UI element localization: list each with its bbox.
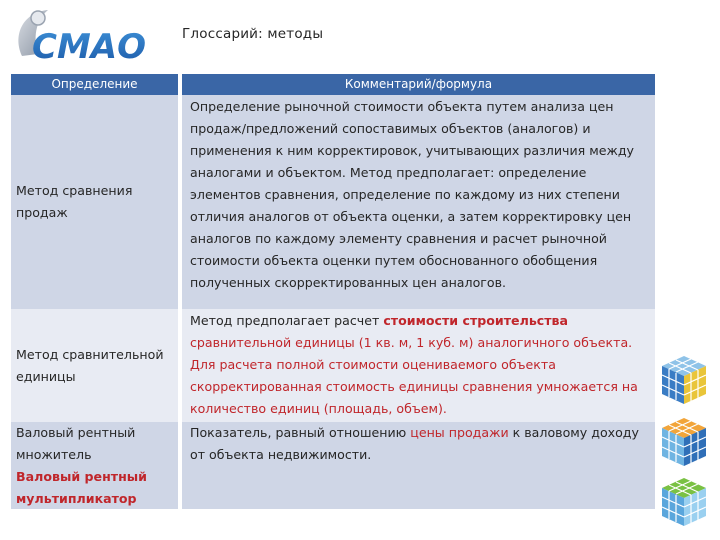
comment-line: Для расчета полной стоимости оцениваемого объекта (190, 357, 556, 372)
term-line: Валовый рентный (16, 425, 136, 440)
term-cell (11, 309, 178, 422)
term-line: Валовый рентный (16, 469, 148, 484)
comment-line: от объекта недвижимости. (190, 447, 372, 462)
comment-line: сравнительной единицы (1 кв. м, 1 куб. м) аналогичного объекта. (190, 335, 633, 350)
term-line: продаж (16, 205, 68, 220)
comment-line: элементов сравнения, определение по каждому из них степени (190, 187, 620, 202)
comment-line: Метод предполагает расчет стоимости строительства (190, 313, 569, 328)
comment-line: аналогов по каждому элементу сравнения и расчет рыночной (190, 231, 607, 246)
comment-line: скорректированная стоимость единицы сравнения умножается на (190, 379, 638, 394)
page-title: Глоссарий: методы (182, 26, 324, 42)
term-line: единицы (16, 368, 76, 384)
header-comment: Комментарий/формула (182, 74, 655, 95)
smao-logo (10, 4, 170, 74)
comment-cell (182, 422, 655, 509)
comment-line: стоимости объекта оценки путем обоснованного обобщения (190, 253, 598, 268)
comment-line: Определение рыночной стоимости объекта путем анализа цен (190, 99, 614, 114)
comment-line: отличия аналогов от объекта оценки, а затем корректировку цен (190, 209, 632, 224)
svg-text:СМАО: СМАО (32, 27, 147, 67)
term-line: Метод сравнительной (16, 346, 164, 362)
term-cell (11, 95, 178, 309)
comment-line: количество единиц (площадь, объем). (190, 401, 447, 416)
term-cell (11, 422, 178, 509)
rubik-cube-icon (656, 414, 712, 470)
table-header (11, 74, 655, 95)
comment-line: Показатель, равный отношению цены продажи к валовому доходу (190, 425, 639, 440)
table-row (11, 422, 655, 509)
comment-line: аналогами и объектом. Метод предполагает: определение (190, 165, 587, 180)
comment-line: применения к ним корректировок, учитывающих различия между (190, 143, 634, 158)
term-line: Метод сравнения (16, 183, 133, 198)
term-line: мультипликатор (16, 491, 137, 506)
comment-line: продаж/предложений сопоставимых объектов (аналогов) и (190, 121, 591, 136)
table-row (11, 95, 655, 309)
comment-line: полученных скорректированных цен аналогов. (190, 275, 507, 290)
table-row (11, 309, 655, 422)
header-definition: Определение (11, 74, 178, 95)
highlighted-term: цены продажи (410, 425, 509, 440)
highlighted-term: стоимости строительства (383, 313, 569, 328)
glossary-table (11, 74, 655, 509)
comment-cell (182, 309, 655, 422)
term-line: множитель (16, 447, 92, 462)
rubik-cube-icon (656, 474, 712, 530)
comment-cell (182, 95, 655, 309)
rubik-cube-icon (656, 352, 712, 408)
